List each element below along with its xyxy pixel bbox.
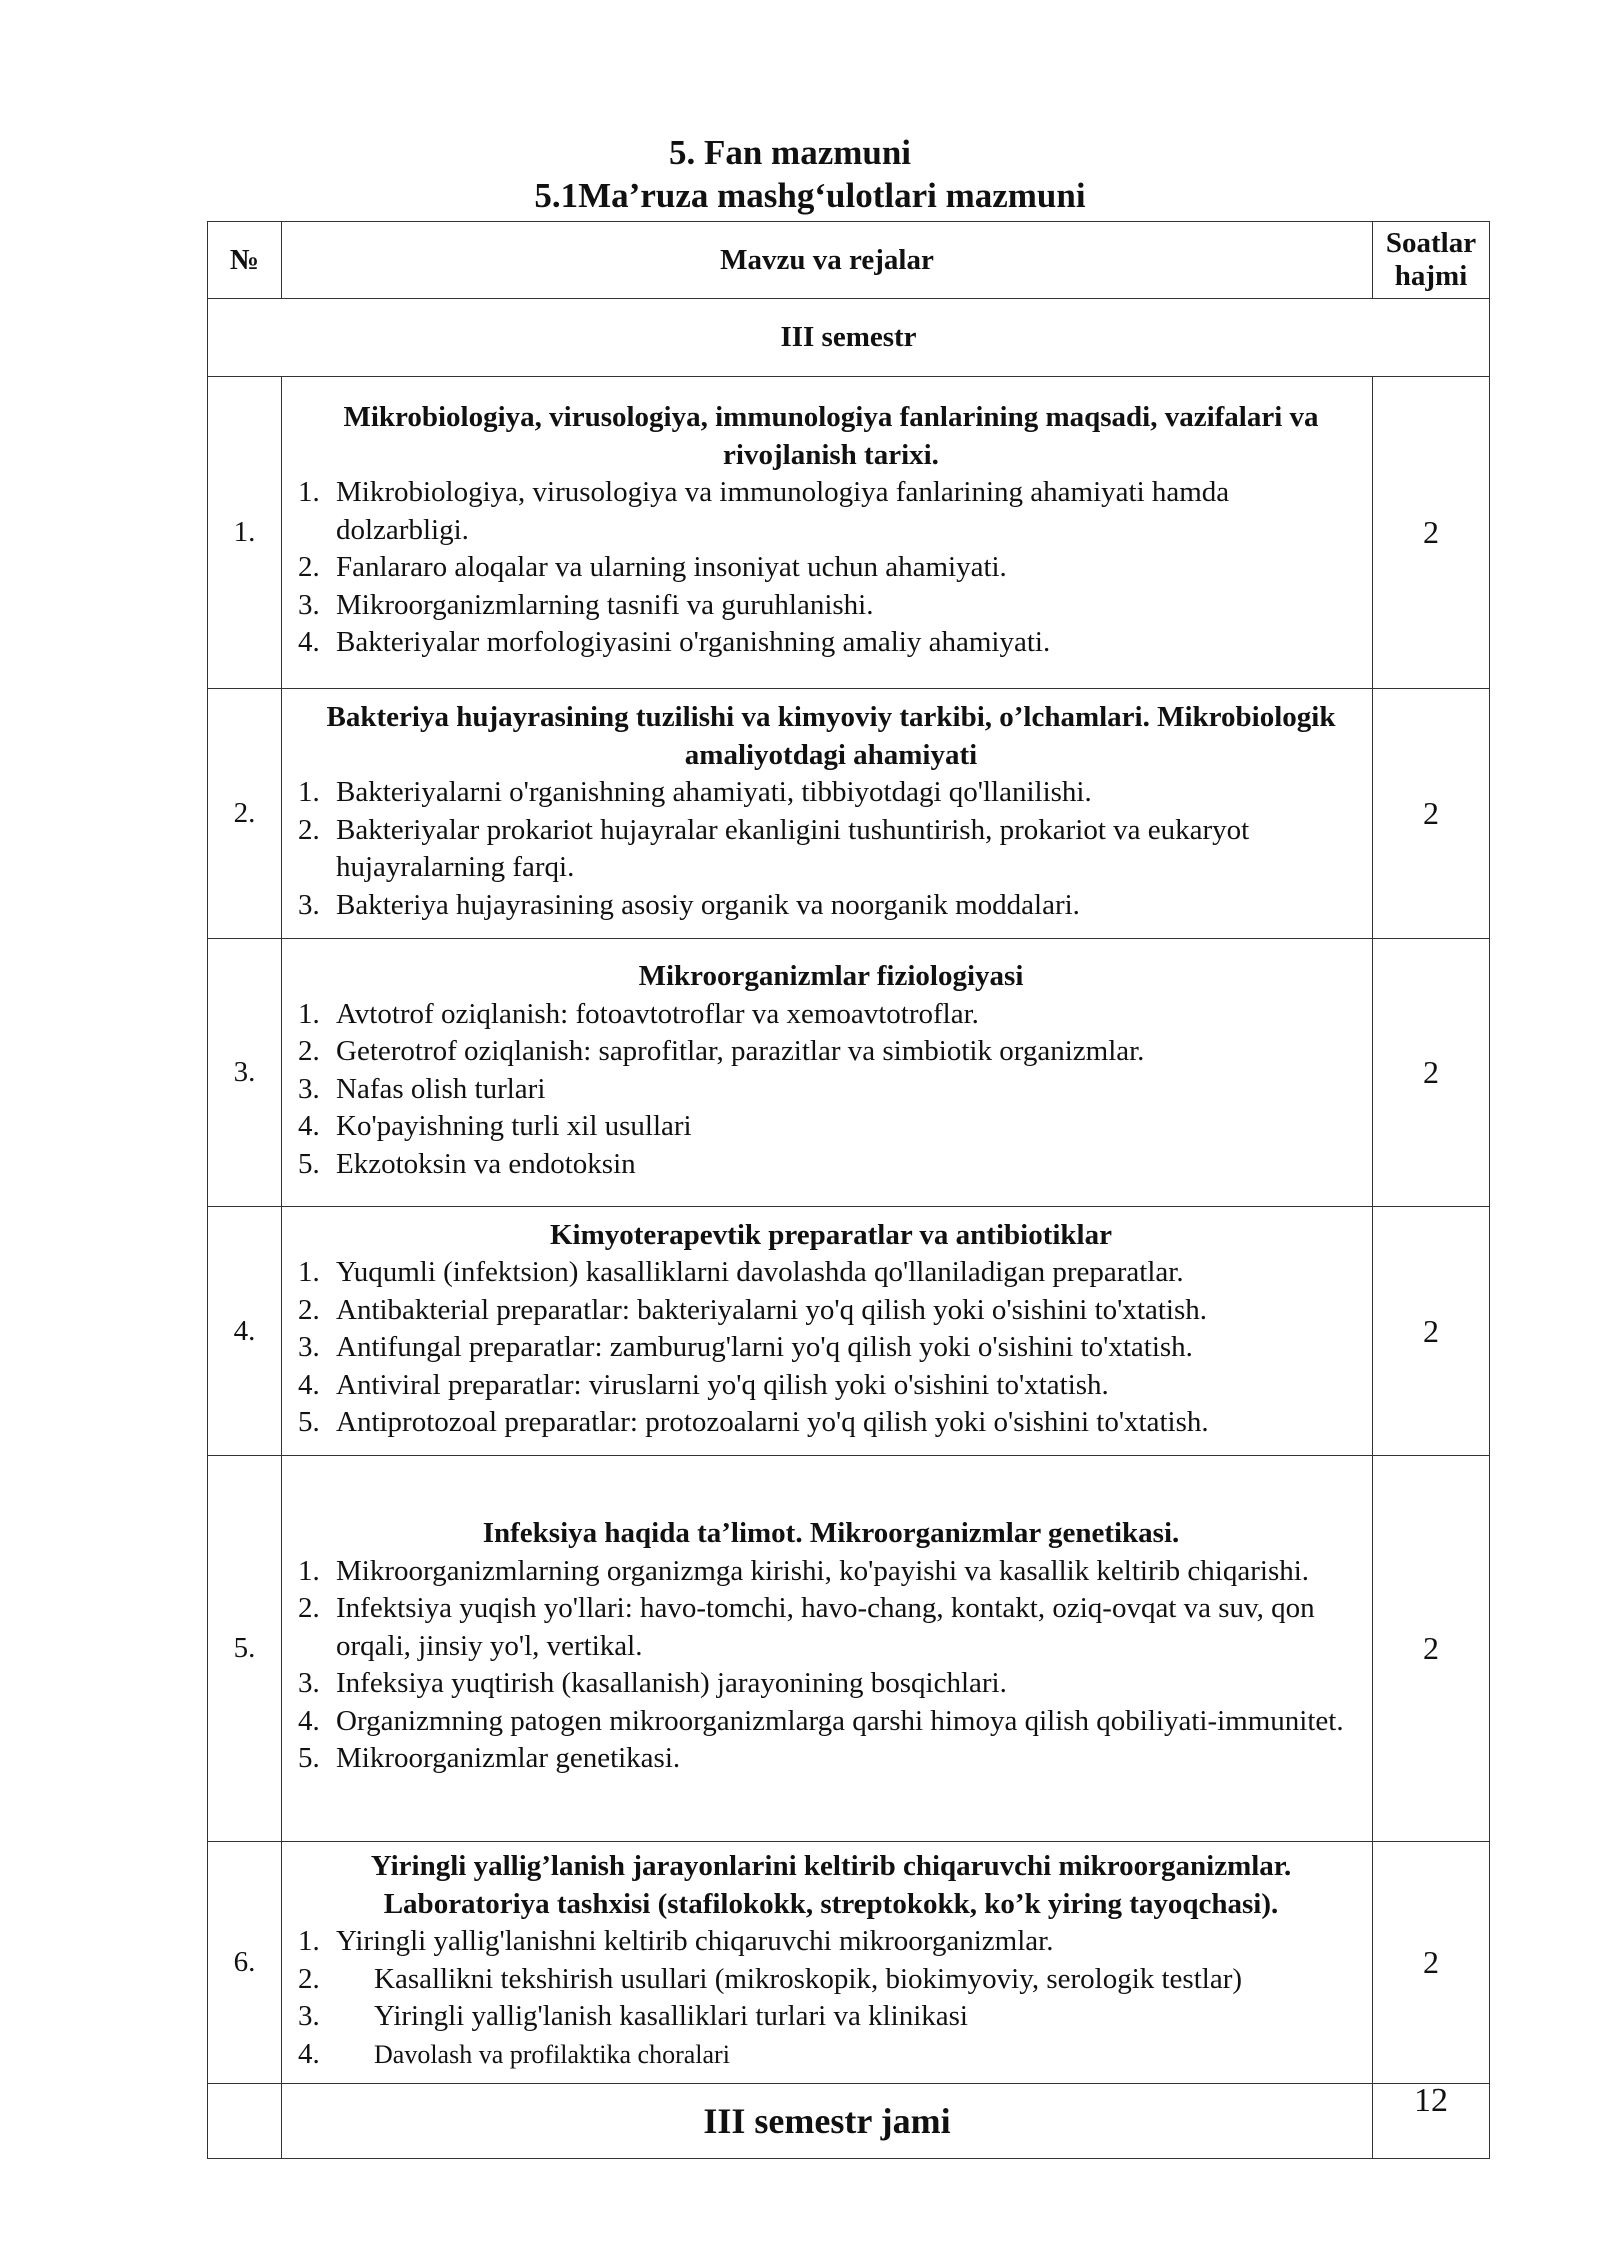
table-body: [208, 377, 1490, 2084]
list-item: [298, 587, 1364, 625]
list-item-number: 2.: [298, 1035, 320, 1067]
list-item-number: 4.: [298, 1368, 320, 1401]
topic-plan-list: [298, 474, 1364, 662]
list-item-text: Mikroorganizmlar genetikasi.: [336, 1742, 681, 1775]
topic-plan-list: [298, 1254, 1364, 1442]
row-topic: [282, 689, 1373, 939]
table-row: [208, 1207, 1490, 1456]
list-item: [298, 2036, 1364, 2074]
list-item-text: Antibakterial preparatlar: bakteriyalarni yo'q qilish yoki o'sishini to'xtatish.: [336, 1293, 1207, 1326]
list-item-number: 3.: [298, 2000, 320, 2032]
list-item-number: 2.: [298, 1293, 320, 1326]
list-item: [298, 1146, 1364, 1184]
list-item-text: Avtotrof oziqlanish: fotoavtotroflar va xemoavtotroflar.: [336, 997, 979, 1030]
table-header-row: [208, 222, 1490, 299]
table-row: [208, 1456, 1490, 1842]
list-item-number: 1.: [298, 1925, 320, 1957]
total-empty-cell: [208, 2084, 282, 2159]
list-item-number: 5.: [298, 1406, 320, 1438]
topic-title: Infeksiya haqida ta’limot. Mikroorganizmlar genetikasi.: [482, 1517, 1180, 1550]
list-item-text: Bakteriyalar prokariot hujayralar ekanligini tushuntirish, prokariot va eukaryot hujayralarning farqi.: [336, 813, 1250, 883]
list-item: [298, 1404, 1364, 1442]
list-item-number: 2.: [298, 1962, 320, 1995]
row-topic: [282, 1456, 1373, 1842]
list-item-number: 4.: [298, 2037, 320, 2070]
list-item-number: 5.: [298, 1147, 320, 1180]
list-item-text: Yuqumli (infektsion) kasalliklarni davolashda qo'llaniladigan preparatlar.: [336, 1256, 1184, 1288]
list-item-text: Infektsiya yuqish yo'llari: havo-tomchi, havo-chang, kontakt, oziq-ovqat va suv, qon orqali, jinsiy yo'l, vertikal.: [336, 1592, 1315, 1662]
row-hours: 2: [1373, 1842, 1490, 2084]
list-item-text: Bakteriyalarni o'rganishning ahamiyati, tibbiyotdagi qo'llanilishi.: [336, 776, 1092, 808]
header-hours: [1373, 222, 1490, 299]
row-hours: 2: [1373, 377, 1490, 689]
list-item-text: Infeksiya yuqtirish (kasallanish) jarayonining bosqichlari.: [336, 1667, 1007, 1700]
topic-title: Bakteriya hujayrasining tuzilishi va kimyoviy tarkibi, o’lchamlari. Mikrobiologik amaliyotdagi ahamiyati: [326, 701, 1336, 771]
list-item-number: 1.: [298, 476, 320, 509]
list-item: [298, 1329, 1364, 1367]
header-number: №: [208, 222, 282, 299]
topic-plan-list: [298, 1923, 1364, 2073]
list-item-text: Ekzotoksin va endotoksin: [336, 1147, 636, 1180]
row-number: 3.: [208, 939, 282, 1207]
total-row: [208, 2084, 1490, 2159]
list-item-number: 3.: [298, 1667, 320, 1700]
lecture-content-table: [207, 221, 1490, 2159]
list-item-text: Nafas olish turlari: [336, 1072, 546, 1105]
list-item-number: 1.: [298, 1554, 320, 1587]
header-topic: Mavzu va rejalar: [282, 222, 1373, 299]
row-topic: [282, 939, 1373, 1207]
list-item: [298, 1961, 1364, 1999]
table-row: [208, 1842, 1490, 2084]
topic-plan-list: [298, 996, 1364, 1184]
list-item-number: 4.: [298, 1110, 320, 1142]
row-hours: 2: [1373, 1207, 1490, 1456]
topic-plan-list: [298, 774, 1364, 924]
list-item-text: Fanlararo aloqalar va ularning insoniyat uchun ahamiyati.: [336, 551, 1007, 584]
list-item: [298, 1703, 1364, 1741]
topic-title: Mikroorganizmlar fiziologiyasi: [638, 960, 1024, 992]
list-item: [298, 1292, 1364, 1330]
list-item-number: 5.: [298, 1742, 320, 1775]
list-item: [298, 1665, 1364, 1703]
list-item-text: Geterotrof oziqlanish: saprofitlar, parazitlar va simbiotik organizmlar.: [336, 1035, 1145, 1067]
list-item-number: 1.: [298, 776, 320, 808]
list-item: [298, 624, 1364, 662]
table-row: [208, 377, 1490, 689]
list-item-text: Mikroorganizmlarning organizmga kirishi, ko'payishi va kasallik keltirib chiqarishi.: [336, 1554, 1310, 1587]
header-hours-line1: Soatlar: [1385, 227, 1477, 259]
list-item-text: Bakteriya hujayrasining asosiy organik va noorganik moddalari.: [336, 888, 1080, 921]
topic-title: Yiringli yallig’lanish jarayonlarini keltirib chiqaruvchi mikroorganizmlar. Laboratoriya tashxisi (stafilokokk, streptokokk, ko’k yiring tayoqchasi).: [370, 1850, 1292, 1920]
row-number: 1.: [208, 377, 282, 689]
list-item-number: 2.: [298, 813, 320, 846]
list-item-text: Kasallikni tekshirish usullari (mikroskopik, biokimyoviy, serologik testlar): [374, 1962, 1243, 1995]
row-hours: 2: [1373, 689, 1490, 939]
list-item: [298, 1071, 1364, 1109]
list-item-text: Antifungal preparatlar: zamburug'larni yo'q qilish yoki o'sishini to'xtatish.: [336, 1331, 1193, 1363]
table-row: [208, 689, 1490, 939]
list-item-text: Antiprotozoal preparatlar: protozoalarni yo'q qilish yoki o'sishini to'xtatish.: [336, 1406, 1209, 1438]
list-item: [298, 1553, 1364, 1591]
row-number: 6.: [208, 1842, 282, 2084]
list-item-text: Yiringli yallig'lanish kasalliklari turlari va klinikasi: [374, 2000, 968, 2032]
row-number: 4.: [208, 1207, 282, 1456]
list-item-text: Ko'payishning turli xil usullari: [336, 1110, 692, 1142]
list-item: [298, 1590, 1364, 1665]
list-item-number: 3.: [298, 1331, 320, 1363]
list-item-text: Mikroorganizmlarning tasnifi va guruhlanishi.: [336, 588, 874, 621]
row-topic: [282, 377, 1373, 689]
list-item-number: 2.: [298, 1592, 320, 1625]
row-hours: 2: [1373, 1456, 1490, 1842]
semester-label: III semestr: [208, 299, 1490, 377]
list-item: [298, 1108, 1364, 1146]
list-item-text: Bakteriyalar morfologiyasini o'rganishning amaliy ahamiyati.: [336, 626, 1051, 659]
total-hours: 12: [1373, 2084, 1490, 2159]
list-item-text: Organizmning patogen mikroorganizmlarga qarshi himoya qilish qobiliyati-immunitet.: [336, 1704, 1344, 1737]
header-hours-line2: hajmi: [1394, 260, 1468, 292]
row-number: 5.: [208, 1456, 282, 1842]
list-item: [298, 887, 1364, 925]
row-number: 2.: [208, 689, 282, 939]
topic-title: Kimyoterapevtik preparatlar va antibiotiklar: [550, 1218, 1112, 1251]
list-item: [298, 1033, 1364, 1071]
list-item: [298, 996, 1364, 1034]
list-item: [298, 1254, 1364, 1292]
topic-title: Mikrobiologiya, virusologiya, immunologiya fanlarining maqsadi, vazifalari va rivojlanish tarixi.: [343, 401, 1319, 471]
list-item: [298, 1740, 1364, 1778]
list-item-number: 2.: [298, 551, 320, 584]
list-item-number: 1.: [298, 1256, 320, 1288]
list-item-number: 3.: [298, 588, 320, 621]
list-item-text: Antiviral preparatlar: viruslarni yo'q qilish yoki o'sishini to'xtatish.: [336, 1368, 1109, 1401]
list-item: [298, 549, 1364, 587]
list-item-number: 3.: [298, 888, 320, 921]
row-hours: 2: [1373, 939, 1490, 1207]
table-row: [208, 939, 1490, 1207]
list-item: [298, 1367, 1364, 1405]
list-item: [298, 474, 1364, 549]
total-label: III semestr jami: [282, 2084, 1373, 2159]
section-heading: 5. Fan mazmuni: [668, 133, 912, 172]
row-topic: [282, 1842, 1373, 2084]
list-item-text: Yiringli yallig'lanishni keltirib chiqaruvchi mikroorganizmlar.: [336, 1925, 1054, 1957]
list-item-text: Mikrobiologiya, virusologiya va immunologiya fanlarining ahamiyati hamda dolzarbligi.: [336, 476, 1230, 546]
list-item-number: 4.: [298, 626, 320, 659]
list-item: [298, 812, 1364, 887]
list-item: [298, 1923, 1364, 1961]
list-item-number: 4.: [298, 1704, 320, 1737]
list-item: [298, 774, 1364, 812]
semester-row: [208, 299, 1490, 377]
subsection-heading: 5.1Ma’ruza mashg‘ulotlari mazmuni: [534, 176, 1086, 215]
list-item: [298, 1998, 1364, 2036]
topic-plan-list: [298, 1553, 1364, 1778]
list-item-number: 1.: [298, 997, 320, 1030]
row-topic: [282, 1207, 1373, 1456]
list-item-number: 3.: [298, 1072, 320, 1105]
list-item-text: Davolash va profilaktika choralari: [374, 2039, 730, 2069]
